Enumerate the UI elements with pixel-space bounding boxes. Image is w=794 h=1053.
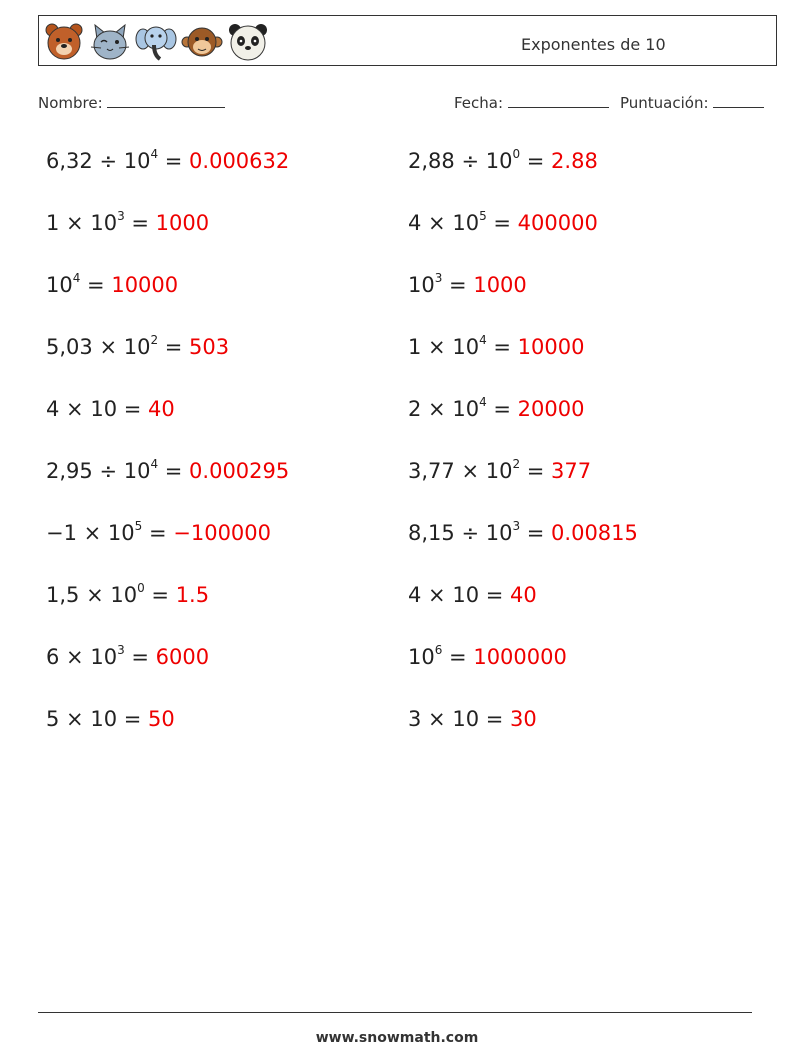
problem-exponent: 6 (434, 643, 443, 657)
problem-item (408, 519, 638, 545)
problem-base: 10 (452, 707, 480, 731)
problem-equals: = (520, 149, 552, 173)
problem-coefficient: 1,5 (46, 583, 80, 607)
problem-exponent: 4 (72, 271, 81, 285)
name-blank[interactable] (107, 95, 225, 108)
elephant-face-icon (135, 21, 177, 63)
problem-answer: 1000000 (473, 645, 567, 669)
problem-equals: = (117, 707, 149, 731)
problem-base: 10 (408, 273, 435, 297)
problem-coefficient: 5,03 (46, 335, 93, 359)
problem-exponent: 3 (512, 519, 521, 533)
problem-exponent: 3 (434, 271, 443, 285)
problem-operator: × (92, 335, 124, 359)
problem-base: 10 (408, 645, 435, 669)
date-field (454, 94, 609, 112)
problem-coefficient: 2,95 (46, 459, 93, 483)
footer-url: www.snowmath.com (315, 1030, 479, 1046)
problem-item (408, 643, 567, 669)
problem-equals: = (520, 459, 552, 483)
problem-operator: × (59, 707, 91, 731)
problem-coefficient: 8,15 (408, 521, 455, 545)
problem-operator: ÷ (454, 149, 486, 173)
problem-equals: = (158, 459, 190, 483)
problem-exponent: 3 (117, 643, 125, 657)
problem-exponent: 0 (512, 147, 521, 161)
problem-operator: × (59, 645, 91, 669)
monkey-face-icon (181, 21, 223, 63)
problem-operator: × (59, 397, 91, 421)
problem-coefficient: 4 (46, 397, 60, 421)
problem-answer: 10000 (111, 273, 179, 297)
problem-exponent: 5 (479, 209, 487, 223)
problem-coefficient: 4 (408, 583, 422, 607)
problem-base: 10 (485, 521, 513, 545)
problem-coefficient: 2,88 (408, 149, 455, 173)
problem-item (46, 581, 210, 607)
problem-item (46, 709, 175, 730)
problem-base: 10 (452, 397, 480, 421)
name-label: Nombre: (38, 94, 103, 112)
problem-equals: = (486, 211, 518, 235)
problem-operator: ÷ (92, 459, 124, 483)
problem-exponent: 2 (512, 457, 521, 471)
problem-base: 10 (90, 707, 118, 731)
problem-exponent: 4 (150, 457, 159, 471)
problem-exponent: 2 (150, 333, 159, 347)
cat-face-icon (89, 21, 131, 63)
problem-item (408, 209, 598, 235)
problem-operator: ÷ (454, 521, 486, 545)
worksheet-title: Exponentes de 10 (521, 35, 666, 54)
problem-equals: = (142, 521, 174, 545)
problem-answer: 377 (551, 459, 592, 483)
problem-item (46, 333, 230, 359)
problem-operator: × (421, 397, 453, 421)
problem-coefficient: 6,32 (46, 149, 93, 173)
problem-operator: × (421, 707, 453, 731)
problem-coefficient: 2 (408, 397, 422, 421)
problem-equals: = (520, 521, 552, 545)
problem-item (408, 585, 537, 606)
problem-base: 10 (452, 335, 480, 359)
problem-operator: × (454, 459, 486, 483)
problem-item (46, 271, 179, 297)
problem-answer: 30 (510, 707, 537, 731)
problem-answer: 6000 (155, 645, 210, 669)
problem-equals: = (124, 645, 156, 669)
problem-operator: × (59, 211, 91, 235)
problem-answer: 0.00815 (551, 521, 638, 545)
problem-answer: 1.5 (175, 583, 210, 607)
problem-base: 10 (485, 459, 513, 483)
problem-coefficient: 1 (46, 211, 60, 235)
problem-equals: = (486, 335, 518, 359)
date-blank[interactable] (508, 95, 609, 108)
problem-answer: 40 (148, 397, 175, 421)
problem-exponent: 3 (117, 209, 125, 223)
problem-answer: 1000 (473, 273, 527, 297)
name-field (38, 94, 225, 112)
problem-base: 10 (123, 459, 151, 483)
problem-answer: 10000 (517, 335, 585, 359)
problem-answer: −100000 (173, 521, 272, 545)
problem-base: 10 (110, 583, 138, 607)
problem-operator: × (421, 335, 453, 359)
problem-item (408, 457, 592, 483)
problem-equals: = (479, 707, 511, 731)
problem-operator: ÷ (92, 149, 124, 173)
problem-exponent: 4 (150, 147, 159, 161)
problem-answer: 20000 (517, 397, 585, 421)
problem-answer: 503 (189, 335, 230, 359)
problem-base: 10 (123, 149, 151, 173)
problem-coefficient: 6 (46, 645, 60, 669)
problem-equals: = (117, 397, 149, 421)
problem-item (46, 519, 272, 545)
problem-item (46, 457, 290, 483)
problem-base: 10 (90, 397, 118, 421)
problem-base: 10 (107, 521, 135, 545)
problem-coefficient: −1 (46, 521, 77, 545)
problem-item (46, 147, 290, 173)
footer-divider (38, 1012, 752, 1013)
problem-item (408, 709, 537, 730)
problem-base: 10 (90, 211, 118, 235)
problem-base: 10 (452, 211, 480, 235)
problem-equals: = (479, 583, 511, 607)
problem-coefficient: 4 (408, 211, 422, 235)
problem-equals: = (124, 211, 156, 235)
problem-item (408, 147, 598, 173)
problem-exponent: 0 (137, 581, 145, 595)
problem-exponent: 4 (479, 395, 487, 409)
problem-base: 10 (452, 583, 480, 607)
problem-answer: 40 (510, 583, 537, 607)
problem-answer: 0.000632 (189, 149, 290, 173)
problem-equals: = (486, 397, 518, 421)
problem-coefficient: 3,77 (408, 459, 455, 483)
problem-item (46, 399, 175, 420)
date-label: Fecha: (454, 94, 504, 112)
score-label: Puntuación: (620, 94, 709, 112)
panda-face-icon (227, 21, 269, 63)
problem-base: 10 (123, 335, 151, 359)
problem-answer: 50 (148, 707, 175, 731)
problem-coefficient: 3 (408, 707, 422, 731)
problem-item (46, 643, 210, 669)
score-blank[interactable] (713, 95, 764, 108)
problem-item (46, 209, 210, 235)
worksheet-header (38, 15, 777, 66)
bear-face-icon (43, 21, 85, 63)
problem-equals: = (158, 149, 190, 173)
problem-coefficient: 5 (46, 707, 60, 731)
animal-icons (43, 21, 269, 63)
problem-operator: × (79, 583, 111, 607)
problem-item (408, 271, 527, 297)
score-field (620, 94, 764, 112)
problem-equals: = (442, 645, 474, 669)
problem-answer: 400000 (517, 211, 598, 235)
problem-base: 10 (90, 645, 118, 669)
problem-equals: = (442, 273, 474, 297)
problem-base: 10 (485, 149, 513, 173)
problem-answer: 2.88 (551, 149, 598, 173)
problem-equals: = (144, 583, 176, 607)
problem-base: 10 (46, 273, 73, 297)
problem-operator: × (421, 211, 453, 235)
problem-answer: 1000 (155, 211, 210, 235)
problem-equals: = (80, 273, 112, 297)
problem-equals: = (158, 335, 190, 359)
problem-exponent: 5 (134, 519, 143, 533)
problem-item (408, 333, 585, 359)
problem-exponent: 4 (479, 333, 487, 347)
problem-coefficient: 1 (408, 335, 422, 359)
problem-operator: × (421, 583, 453, 607)
problem-answer: 0.000295 (189, 459, 290, 483)
problem-operator: × (76, 521, 108, 545)
problem-item (408, 395, 585, 421)
